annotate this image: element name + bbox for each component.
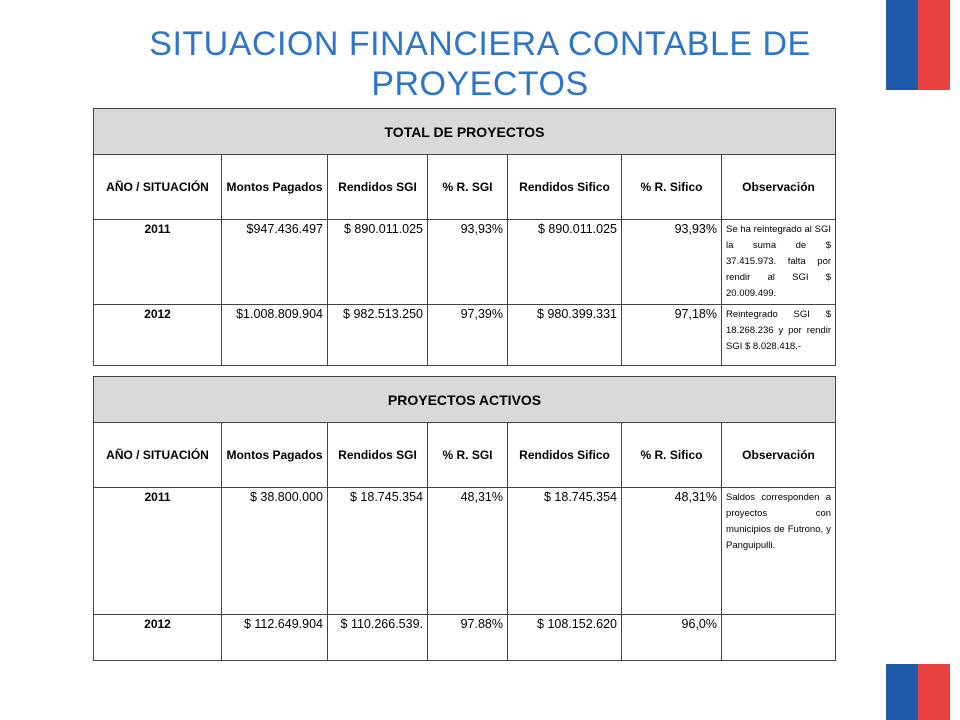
table-row (94, 305, 836, 366)
column-header: Montos Pagados (222, 423, 328, 488)
year-cell: 2011 (94, 488, 222, 615)
flag-blue-stripe (886, 0, 918, 90)
column-header: Rendidos Sifico (508, 155, 622, 220)
year-cell: 2012 (94, 305, 222, 366)
column-header: % R. SGI (428, 423, 508, 488)
sifico-cell: $ 980.399.331 (508, 305, 622, 366)
observation-cell: Reintegrado SGI $ 18.268.236 y por rendir SGI $ 8.028.418.- (722, 305, 836, 366)
pct-sgi-cell: 97.88% (428, 615, 508, 661)
flag-decoration-bottom (886, 664, 950, 720)
column-header: % R. Sifico (622, 423, 722, 488)
flag-red-stripe (918, 664, 950, 720)
sgi-cell: $ 18.745.354 (328, 488, 428, 615)
column-header: Observación (722, 423, 836, 488)
table-row (94, 220, 836, 305)
sifico-cell: $ 18.745.354 (508, 488, 622, 615)
column-header: Rendidos Sifico (508, 423, 622, 488)
pct-sifico-cell: 97,18% (622, 305, 722, 366)
sifico-cell: $ 890.011.025 (508, 220, 622, 305)
observation-cell: Se ha reintegrado al SGI la suma de $ 37.415.973. falta por rendir al SGI $ 20.009.499. (722, 220, 836, 305)
column-header: Observación (722, 155, 836, 220)
column-header: % R. SGI (428, 155, 508, 220)
total-projects-table (93, 108, 836, 366)
sifico-cell: $ 108.152.620 (508, 615, 622, 661)
flag-blue-stripe (886, 664, 918, 720)
column-header: Rendidos SGI (328, 423, 428, 488)
pagados-cell: $ 38.800.000 (222, 488, 328, 615)
pct-sgi-cell: 97,39% (428, 305, 508, 366)
pct-sgi-cell: 93,93% (428, 220, 508, 305)
pct-sifico-cell: 96,0% (622, 615, 722, 661)
pagados-cell: $ 112.649.904 (222, 615, 328, 661)
table-heading: PROYECTOS ACTIVOS (94, 377, 836, 423)
pct-sifico-cell: 93,93% (622, 220, 722, 305)
pct-sgi-cell: 48,31% (428, 488, 508, 615)
column-header: % R. Sifico (622, 155, 722, 220)
column-header: Montos Pagados (222, 155, 328, 220)
sgi-cell: $ 110.266.539. (328, 615, 428, 661)
year-cell: 2012 (94, 615, 222, 661)
sgi-cell: $ 890.011.025 (328, 220, 428, 305)
pagados-cell: $1.008.809.904 (222, 305, 328, 366)
table-row (94, 488, 836, 615)
column-header: AÑO / SITUACIÓN (94, 423, 222, 488)
column-header: Rendidos SGI (328, 155, 428, 220)
year-cell: 2011 (94, 220, 222, 305)
table-heading: TOTAL DE PROYECTOS (94, 109, 836, 155)
page-title: SITUACION FINANCIERA CONTABLE DE PROYECTOS (149, 25, 811, 103)
observation-cell: Saldos corresponden a proyectos con municipios de Futrono, y Panguipulli. (722, 488, 836, 615)
pct-sifico-cell: 48,31% (622, 488, 722, 615)
table-row (94, 615, 836, 661)
pagados-cell: $947.436.497 (222, 220, 328, 305)
observation-cell (722, 615, 836, 661)
sgi-cell: $ 982.513.250 (328, 305, 428, 366)
flag-red-stripe (918, 0, 950, 90)
flag-decoration-top (886, 0, 950, 90)
active-projects-table (93, 376, 836, 661)
column-header: AÑO / SITUACIÓN (94, 155, 222, 220)
